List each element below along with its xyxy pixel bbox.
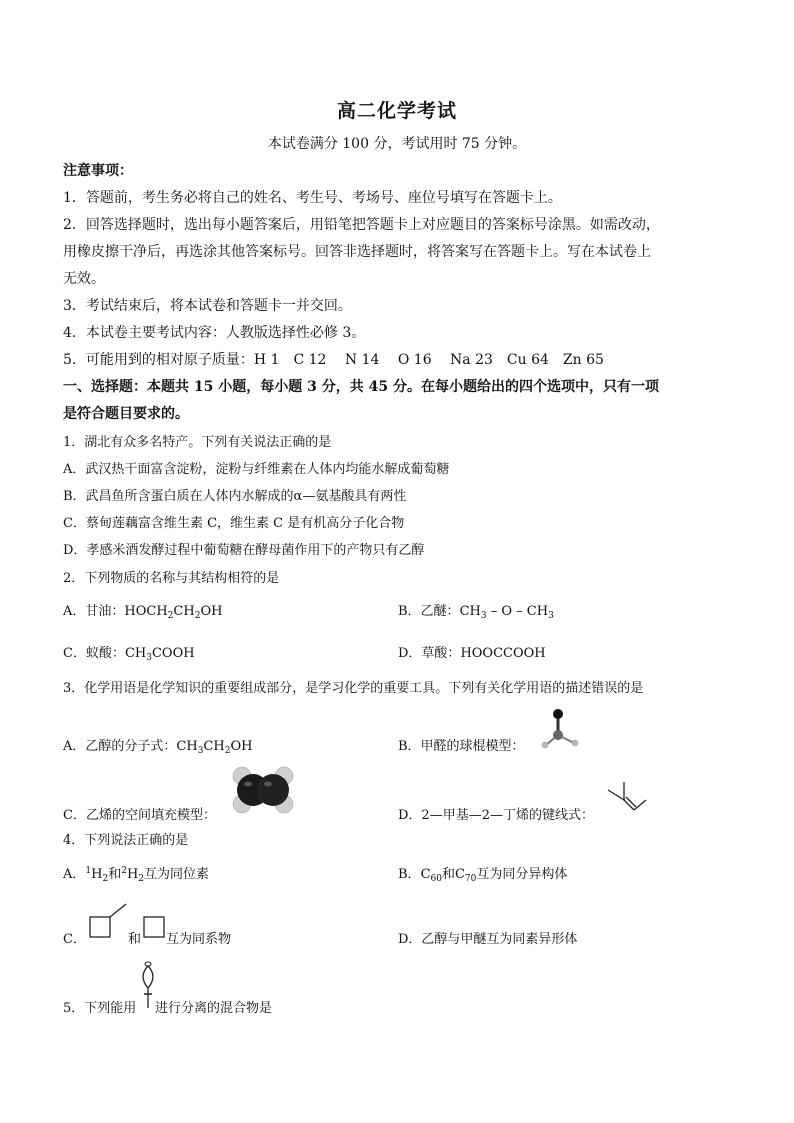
methylbutene-skeletal-formula [604, 778, 650, 816]
q2-stem: 2．下列物质的名称与其结构相符的是 [63, 571, 280, 586]
q1-stem: 1．湖北有众多名特产。下列有关说法正确的是 [63, 435, 332, 450]
q2-option-b: B．乙醚：$CH_3$ – O – $CH_3$ [398, 604, 554, 621]
methylcyclobutane-structure [86, 900, 134, 942]
q3-option-d: D．2—甲基—2—丁烯的键线式： [398, 808, 594, 823]
notice-item: 4．本试卷主要考试内容：人教版选择性必修 3。 [63, 325, 366, 341]
q2-option-c: C．蚁酸：$CH_3COOH$ [63, 646, 195, 663]
q2-option-a: A．甘油：$HOCH_2CH_2OH$ [63, 604, 223, 621]
q3-option-c: C．乙烯的空间填充模型： [63, 808, 216, 823]
notice-item: 1．答题前，考生务必将自己的姓名、考生号、考场号、座位号填写在答题卡上。 [63, 190, 562, 206]
q1-option-a: A．武汉热干面富含淀粉，淀粉与纤维素在人体内均能水解成葡萄糖 [63, 462, 450, 477]
q1-option-d: D．孝感米酒发酵过程中葡萄糖在酵母菌作用下的产物只有乙醇 [63, 543, 425, 558]
q3-option-a: A．乙醇的分子式：$CH_3CH_2OH$ [63, 739, 253, 756]
exam-subtitle: 本试卷满分 100 分，考试用时 75 分钟。 [267, 136, 527, 152]
q3-stem: 3．化学用语是化学知识的重要组成部分，是学习化学的重要工具。下列有关化学用语的描述错误的是 [63, 681, 644, 696]
q3-option-b: B．甲醛的球棍模型： [398, 739, 525, 754]
q4-option-b: B．$C_{60}$和$C_{70}$互为同分异构体 [398, 867, 568, 884]
notice-item: 无效。 [63, 271, 105, 287]
notice-heading: 注意事项： [63, 163, 133, 179]
notice-item: 3．考试结束后，将本试卷和答题卡一并交回。 [63, 298, 352, 314]
q4-option-c-label: C． [63, 932, 86, 947]
cyclobutane-structure [142, 915, 168, 941]
notice-item: 5．可能用到的相对原子质量：H 1 C 12 N 14 O 16 Na 23 Cu 64 Zn 65 [63, 352, 604, 368]
q4-option-d: D．乙醇与甲醚互为同素异形体 [398, 932, 578, 947]
section-heading-cont: 是符合题目要求的。 [63, 406, 189, 422]
q5-stem-pre: 5．下列能用 [63, 1001, 137, 1016]
q4-option-c-and: 和 [128, 932, 142, 947]
q1-option-c: C．蔡甸莲藕富含维生素 C，维生素 C 是有机高分子化合物 [63, 516, 405, 531]
q5-stem-post: 进行分离的混合物是 [155, 1001, 273, 1016]
q1-option-b: B．武昌鱼所含蛋白质在人体内水解成的α—氨基酸具有两性 [63, 489, 407, 504]
ethylene-space-filling-model [228, 764, 298, 816]
notice-item: 用橡皮擦干净后，再选涂其他答案标号。回答非选择题时，将答案写在答题卡上。写在本试卷上 [63, 244, 651, 260]
exam-title: 高二化学考试 [336, 100, 457, 122]
q4-stem: 4．下列说法正确的是 [63, 833, 189, 848]
formaldehyde-ball-stick-model [536, 705, 584, 753]
q2-option-d: D．草酸：HOOCCOOH [398, 646, 546, 661]
q4-option-a: A．$^1H_2$和$^2H_2$互为同位素 [63, 866, 210, 884]
notice-item: 2．回答选择题时，选出每小题答案后，用铅笔把答题卡上对应题目的答案标号涂黑。如需改动， [63, 217, 660, 233]
section-heading: 一、选择题：本题共 15 小题，每小题 3 分，共 45 分。在每小题给出的四个选项中，只有一项 [63, 379, 659, 395]
q4-option-c-tail: 互为同系物 [166, 932, 232, 947]
